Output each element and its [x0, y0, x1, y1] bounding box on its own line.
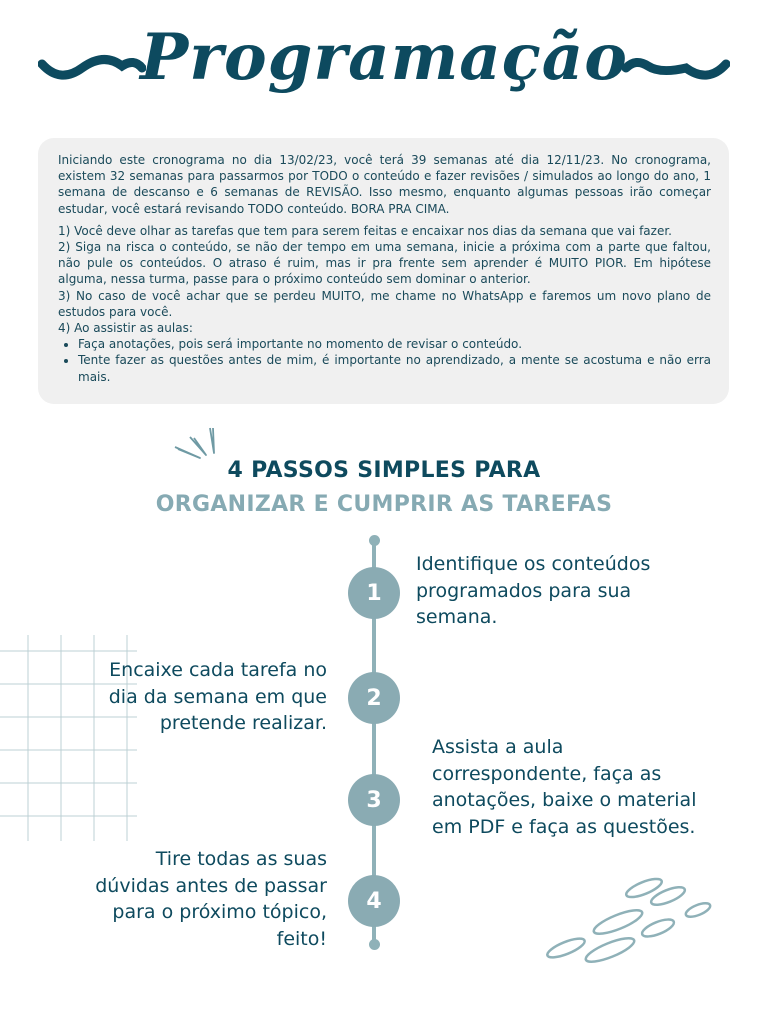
step-text: Assista a aula correspondente, faça as anotações, baixe o material em PDF e faça as questões. [432, 736, 697, 838]
wave-decoration-right [622, 50, 730, 84]
step-number-badge: 1 [348, 567, 400, 619]
intro-paragraph: Iniciando este cronograma no dia 13/02/23, você terá 39 semanas até dia 12/11/23. No cronograma, existem 32 semanas para passarmos por TODO o conteúdo e fazer revisões / simulados ao longo do ano, 1 semana de descanso e 6 semanas de REVISÃO. Isso mesmo, enquanto algumas pessoas irão começar estudar, você estará revisando TODO conteúdo. BORA PRA CIMA. [58, 153, 711, 216]
page-title: Programação [140, 20, 628, 95]
section-heading: 4 PASSOS SIMPLES PARA [227, 458, 541, 483]
ovals-decoration [540, 872, 720, 972]
timeline-end-dot [369, 939, 380, 950]
intro-card [38, 138, 729, 404]
bullet-item: • Tente fazer as questões antes de mim, é importante no aprendizado, a mente se acostuma e não erra mais. [78, 352, 711, 384]
instructions-list [58, 223, 711, 385]
instruction-item: 2) Siga na risca o conteúdo, se não der tempo em uma semana, inicie a próxima com a parte que faltou, não pule os conteúdos. O atraso é ruim, mas ir pra frente sem aprender é MUITO PIOR. Em hipótese alguma, nessa turma, passe para o próximo conteúdo sem dominar o anterior. [58, 240, 711, 287]
step-number-badge: 2 [348, 672, 400, 724]
timeline-start-dot [369, 535, 380, 546]
step-number-badge: 4 [348, 875, 400, 927]
bullet-item: • Faça anotações, pois será importante no momento de revisar o conteúdo. [78, 336, 711, 352]
step-text: Encaixe cada tarefa no dia da semana em que pretende realizar. [108, 659, 327, 734]
instruction-item: 3) No caso de você achar que se perdeu MUITO, me chame no WhatsApp e faremos um novo plano de estudos para você. [58, 288, 711, 319]
bullet-list [58, 336, 711, 385]
section-subheading: ORGANIZAR E CUMPRIR AS TAREFAS [155, 492, 613, 517]
step-number-badge: 3 [348, 774, 400, 826]
step-text: Tire todas as suas dúvidas antes de passar para o próximo tópico, feito! [95, 848, 327, 950]
step-text: Identifique os conteúdos programados para sua semana. [416, 553, 651, 628]
instruction-item: 1) Você deve olhar as tarefas que tem para serem feitas e encaixar nos dias da semana que vai fazer. [58, 223, 672, 238]
instruction-item: 4) Ao assistir as aulas: [58, 321, 193, 336]
